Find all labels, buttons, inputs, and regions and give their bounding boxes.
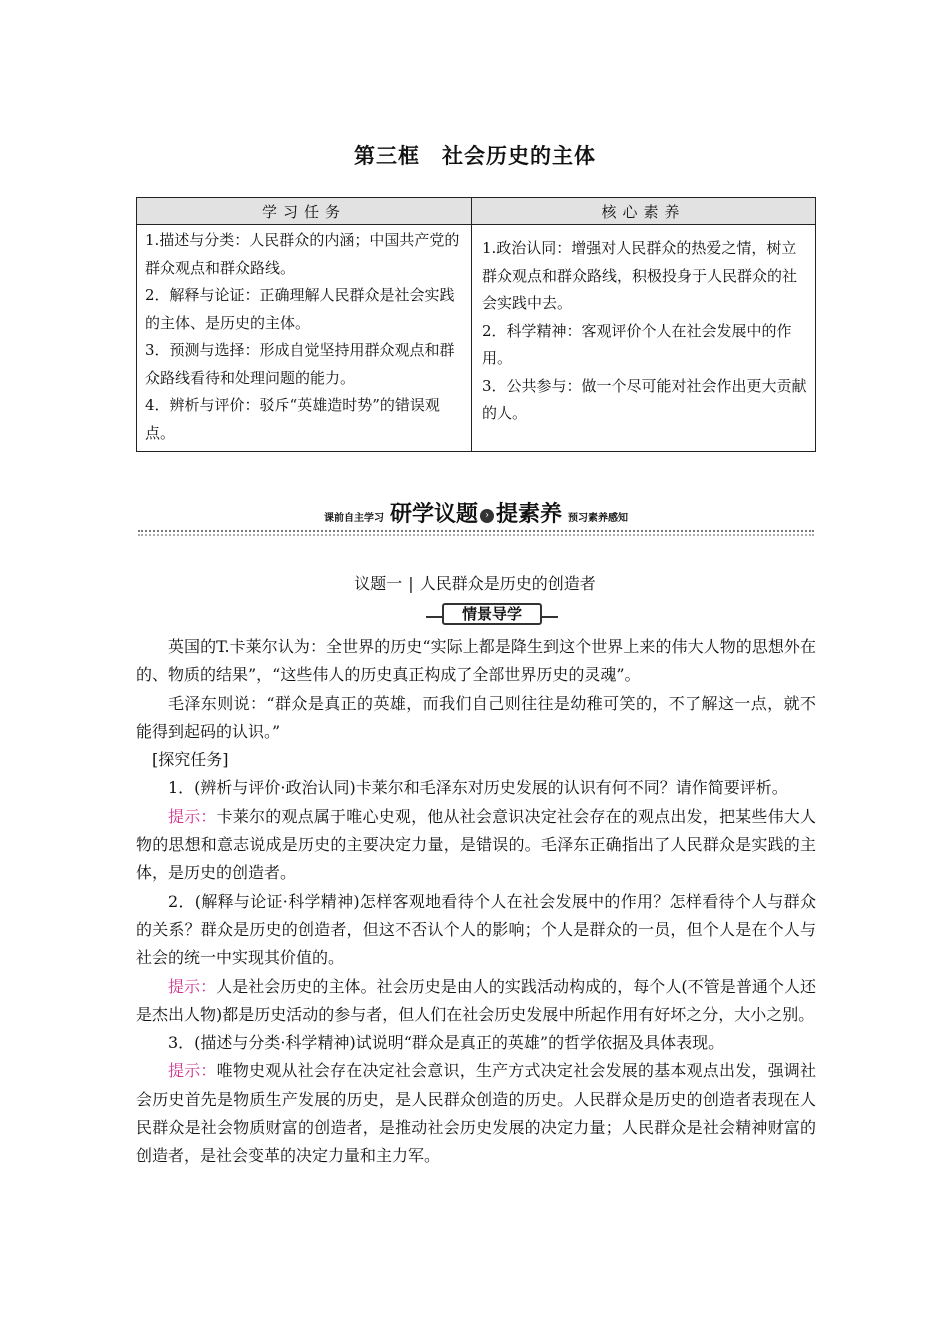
banner-right-caption: 预习素养感知 — [568, 513, 629, 524]
answer-1 — [136, 803, 816, 888]
literacy-item: 2．科学精神：客观评价个人在社会发展中的作用。 — [482, 321, 792, 367]
question-3: 3．(描述与分类·科学精神)试说明“群众是真正的英雄”的哲学依据及具体表现。 — [168, 1033, 725, 1053]
section-banner — [138, 498, 814, 536]
banner-title-part1: 研学议题 — [389, 502, 478, 527]
answer-3 — [136, 1057, 816, 1170]
table-header-literacy: 核心素养 — [472, 198, 816, 225]
banner-dotted-rule — [138, 530, 814, 536]
hint-label: 提示： — [168, 806, 217, 826]
topic-separator: | — [408, 574, 414, 593]
scene-badge-label: 情景导学 — [442, 603, 542, 625]
intro-paragraph: 英国的T.卡莱尔认为：全世界的历史“实际上都是降生到这个世界上来的伟大人物的思想外在的、物质的结果”，“这些伟人的历史真正构成了全部世界历史的灵魂”。 — [136, 637, 816, 685]
task-item: 2．解释与论证：正确理解人民群众是社会实践的主体、是历史的主体。 — [145, 286, 455, 332]
answer-text: 唯物史观从社会存在决定社会意识，生产方式决定社会发展的基本观点出发，强调社会历史首先是物质生产发展的历史，是人民群众创造的历史。人民群众是历史的创造者表现在人民群众是社会物质财富的创造者，是推动社会历史发展的决定力量；人民群众是社会精神财富的创造者，是社会变革的决定力量和主力军。 — [136, 1061, 816, 1166]
task-item: 3．预测与选择：形成自觉坚持用群众观点和群众路线看待和处理问题的能力。 — [145, 341, 455, 387]
badge-rule-left — [426, 616, 442, 618]
article-body — [136, 633, 816, 1171]
answer-text: 卡莱尔的观点属于唯心史观，他从社会意识决定社会存在的观点出发，把某些伟大人物的思想和意志说成是历史的主要决定力量，是错误的。毛泽东正确指出了人民群众是实践的主体，是历史的创造者。 — [136, 806, 816, 883]
topic-heading — [0, 571, 950, 594]
task-label: [探究任务] — [152, 750, 229, 770]
literacy-item: 1.政治认同：增强对人民群众的热爱之情，树立群众观点和群众路线，积极投身于人民群众的社会实践中去。 — [482, 239, 798, 312]
question-1: 1．(辨析与评价·政治认同)卡莱尔和毛泽东对历史发展的认识有何不同？请作简要评析。 — [168, 778, 788, 798]
banner-left-caption: 课前自主学习 — [323, 513, 384, 524]
scene-badge — [426, 601, 558, 625]
arrow-right-icon: › — [480, 509, 494, 523]
hint-label: 提示： — [168, 976, 217, 996]
tasks-cell — [137, 225, 472, 452]
learning-goals-table — [136, 197, 816, 452]
task-item: 1.描述与分类：人民群众的内涵；中国共产党的群众观点和群众路线。 — [145, 231, 460, 277]
literacy-cell — [472, 225, 816, 452]
question-2: 2．(解释与论证·科学精神)怎样客观地看待个人在社会发展中的作用？怎样看待个人与群众的关系？群众是历史的创造者，但这不否认个人的影响；个人是群众的一员，但个人是在个人与社会的统一中实现其价值的。 — [136, 891, 816, 968]
page-title: 第三框 社会历史的主体 — [354, 144, 596, 168]
table-header-tasks: 学习任务 — [137, 198, 472, 225]
intro-paragraph: 毛泽东则说：“群众是真正的英雄，而我们自己则往往是幼稚可笑的，不了解这一点，就不能得到起码的认识。” — [136, 693, 816, 741]
topic-label: 议题一 — [354, 574, 403, 593]
task-item: 4．辨析与评价：驳斥“英雄造时势”的错误观点。 — [145, 396, 440, 442]
hint-label: 提示： — [168, 1061, 217, 1081]
badge-rule-right — [542, 616, 558, 618]
banner-title-part2: 提素养 — [496, 502, 563, 527]
literacy-item: 3．公共参与：做一个尽可能对社会作出更大贡献的人。 — [482, 376, 807, 422]
topic-title: 人民群众是历史的创造者 — [419, 574, 596, 593]
answer-text: 人是社会历史的主体。社会历史是由人的实践活动构成的，每个人(不管是普通个人还是杰出人物)都是历史活动的参与者，但人们在社会历史发展中所起作用有好坏之分，大小之别。 — [136, 976, 816, 1024]
answer-2 — [136, 973, 816, 1030]
